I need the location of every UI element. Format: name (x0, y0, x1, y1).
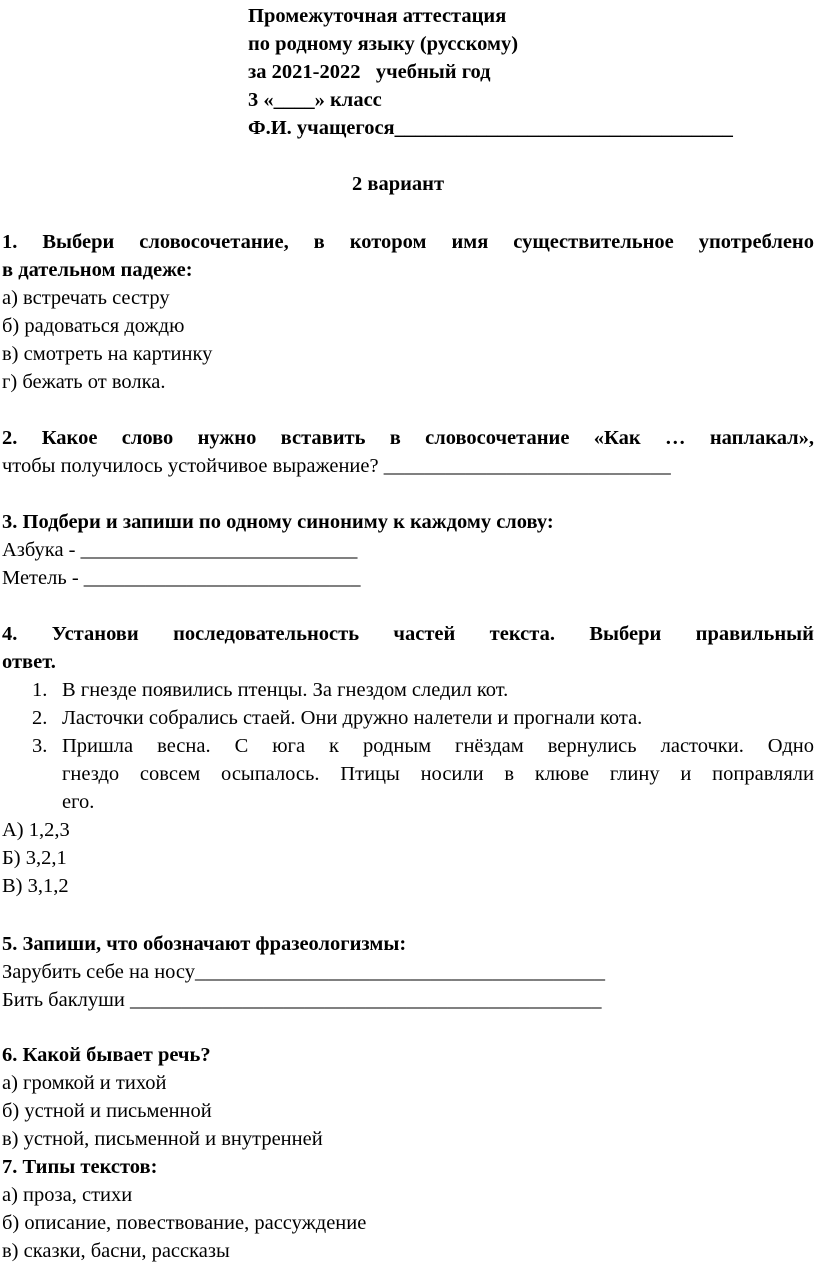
q3-word-azbuka: Азбука - ___________________________ (2, 539, 358, 561)
q4-part-3-number: 3. (32, 735, 48, 757)
q1-title-line1: 1. Выбери словосочетание, в котором имя существительное употреблено (2, 231, 814, 253)
q6-option-b: б) устной и письменной (2, 1100, 212, 1122)
q7-option-b: б) описание, повествование, рассуждение (2, 1212, 367, 1234)
variant-title: 2 вариант (352, 173, 445, 195)
q4-part-2-text: Ласточки собрались стаей. Они дружно налетели и прогнали кота. (62, 707, 643, 729)
q7-title: 7. Типы текстов: (2, 1156, 158, 1178)
q1-title-line2: в дательном падеже: (2, 259, 193, 281)
q3-word-metel: Метель - ___________________________ (2, 567, 361, 589)
q7-option-a: а) проза, стихи (2, 1184, 133, 1206)
q4-part-2-number: 2. (32, 707, 48, 729)
q1-option-c: в) смотреть на картинку (2, 343, 213, 365)
q5-item-2: Бить баклуши ______________________________________________ (2, 989, 602, 1011)
header-class: 3 «____» класс (248, 89, 382, 111)
q4-part-3-text-line2: гнездо совсем осыпалось. Птицы носили в клюве глину и поправляли (62, 763, 814, 785)
q5-item-1: Зарубить себе на носу________________________________________ (2, 961, 605, 983)
header-title-line1: Промежуточная аттестация (248, 5, 507, 27)
q4-part-3-text-line3: его. (62, 791, 95, 813)
q1-option-b: б) радоваться дождю (2, 315, 185, 337)
q1-option-a: а) встречать сестру (2, 287, 170, 309)
header-year: за 2021-2022 учебный год (248, 61, 491, 83)
q6-option-a: а) громкой и тихой (2, 1072, 167, 1094)
q1-option-d: г) бежать от волка. (2, 371, 166, 393)
q4-answer-b: Б) 3,2,1 (2, 847, 67, 869)
q4-part-3-text-line1: Пришла весна. С юга к родным гнёздам вернулись ласточки. Одно (62, 735, 814, 757)
q4-answer-a: А) 1,2,3 (2, 819, 70, 841)
q3-title: 3. Подбери и запиши по одному синониму к каждому слову: (2, 511, 554, 533)
q4-title-line2: ответ. (2, 651, 56, 673)
q4-part-1-text: В гнезде появились птенцы. За гнездом следил кот. (62, 679, 509, 701)
q4-answer-c: В) 3,1,2 (2, 875, 69, 897)
header-student-name: Ф.И. учащегося_________________________________ (248, 117, 733, 139)
q5-title: 5. Запиши, что обозначают фразеологизмы: (2, 933, 407, 955)
header-title-line2: по родному языку (русскому) (248, 33, 519, 55)
q4-part-1-number: 1. (32, 679, 48, 701)
q7-option-c: в) сказки, басни, рассказы (2, 1240, 230, 1262)
q2-title-line1: 2. Какое слово нужно вставить в словосочетание «Как … наплакал», (2, 427, 814, 449)
q6-title: 6. Какой бывает речь? (2, 1044, 211, 1066)
q6-option-c: в) устной, письменной и внутренней (2, 1128, 323, 1150)
q4-title-line1: 4. Установи последовательность частей текста. Выбери правильный (2, 623, 814, 645)
q2-title-line2: чтобы получилось устойчивое выражение? ____________________________ (2, 455, 671, 477)
